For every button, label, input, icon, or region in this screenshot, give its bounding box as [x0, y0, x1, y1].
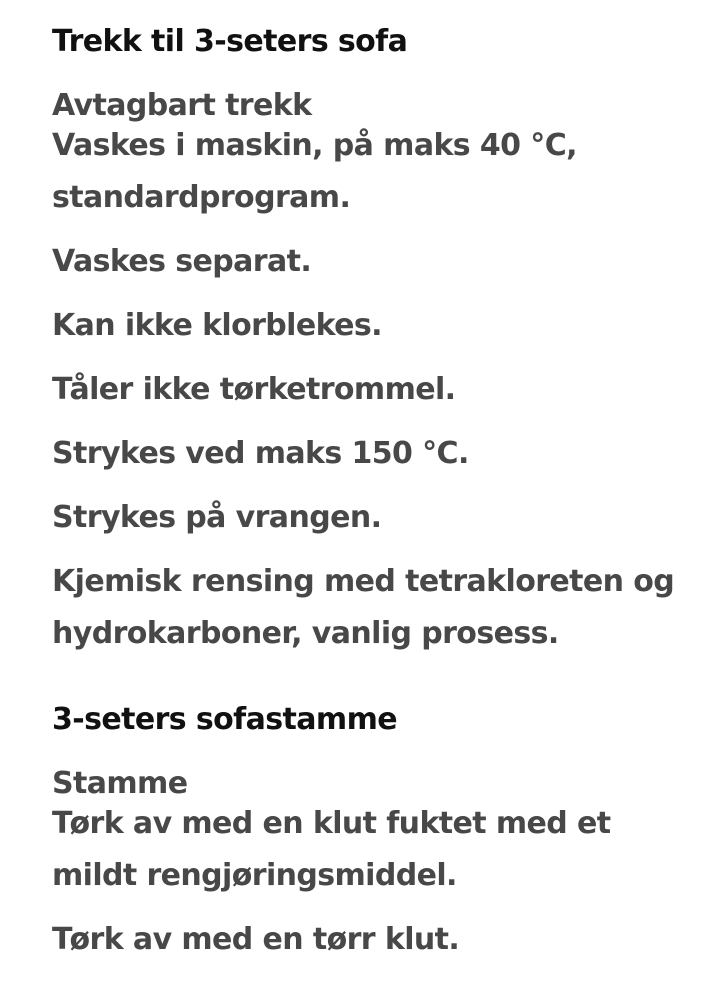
care-line: Vaskes separat.: [52, 244, 312, 279]
care-line: Kan ikke klorblekes.: [52, 308, 382, 343]
care-line: Strykes på vrangen.: [52, 500, 382, 535]
care-instructions: [52, 22, 692, 966]
care-line: Tørk av med en klut fuktet med et mildt rengjøringsmiddel.: [52, 806, 611, 893]
section-title-frame: 3-seters sofastamme: [52, 702, 397, 737]
care-line: Tåler ikke tørketrommel.: [52, 372, 456, 407]
care-line: Tørk av med en tørr klut.: [52, 922, 460, 957]
care-line: Strykes ved maks 150 °C.: [52, 436, 469, 471]
subheading-removable-cover: Avtagbart trekk: [52, 88, 312, 123]
section-title-cover: Trekk til 3-seters sofa: [52, 24, 408, 59]
subheading-frame: Stamme: [52, 766, 188, 801]
care-line: Kjemisk rensing med tetrakloreten og hydrokarboner, vanlig prosess.: [52, 564, 675, 651]
care-line: Vaskes i maskin, på maks 40 °C, standardprogram.: [52, 128, 577, 215]
